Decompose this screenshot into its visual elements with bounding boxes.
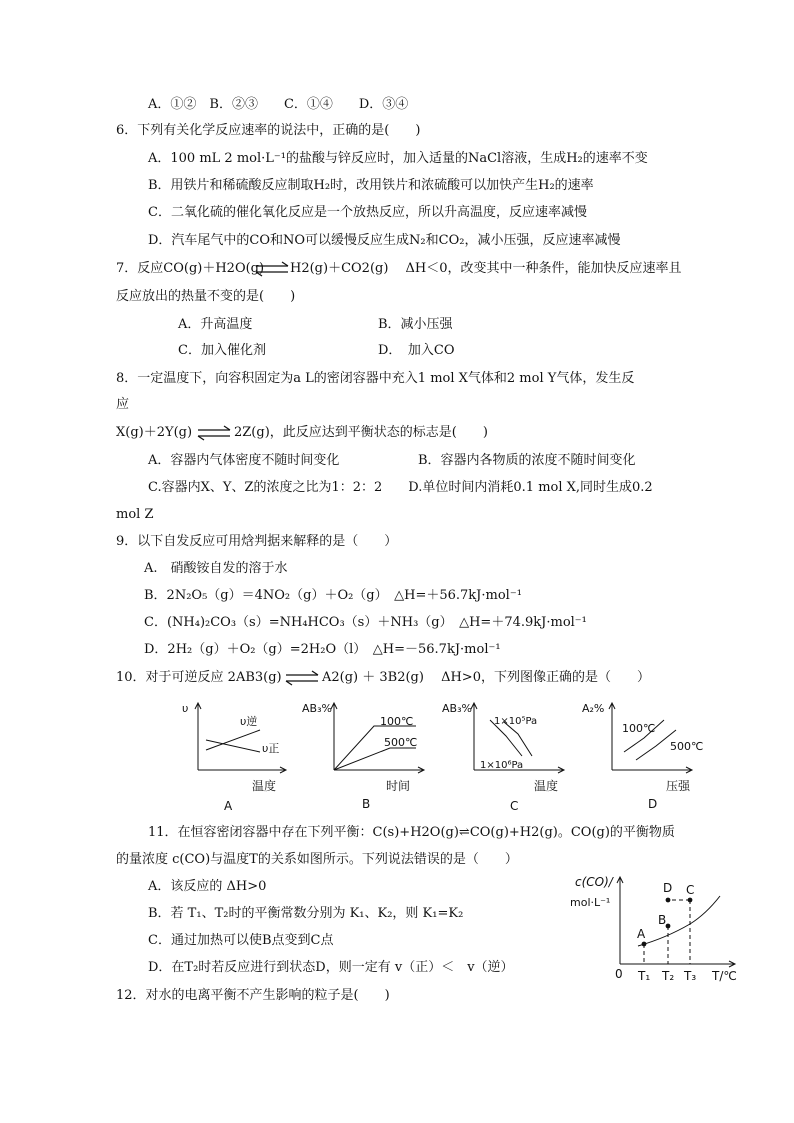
q6-option-b: B．用铁片和稀硫酸反应制取H₂时，改用铁片和浓硫酸可以加快产生H₂的速率 xyxy=(148,178,594,193)
point-b-label: B xyxy=(658,913,667,927)
q8-option-cd-cont: mol Z xyxy=(116,507,154,522)
label-1e5pa: 1×10⁵Pa xyxy=(494,716,538,727)
origin-label: 0 xyxy=(615,967,623,981)
q9-stem: 9．以下自发反应可用焓判据来解释的是（ ） xyxy=(116,534,398,549)
q11-option-a: A．该反应的 ΔH>0 xyxy=(148,879,267,894)
graph-tag: D xyxy=(648,797,658,811)
equilibrium-arrow-icon xyxy=(284,671,320,685)
q8-eq-pre: X(g)＋2Y(g) xyxy=(116,425,193,440)
t3-label: T₃ xyxy=(684,969,697,983)
t1-label: T₁ xyxy=(638,969,651,983)
q11-option-d: D．在T₂时若反应进行到状态D，则一定有 v（正）＜ v（逆） xyxy=(148,960,514,975)
curve-500c xyxy=(334,748,416,770)
q10-graph-c xyxy=(440,700,570,820)
q8-stem-2: 应 xyxy=(116,397,130,412)
q11-option-b: B．若 T₁、T₂时的平衡常数分别为 K₁、K₂，则 K₁=K₂ xyxy=(148,906,464,921)
q12-stem: 12．对水的电离平衡不产生影响的粒子是( ) xyxy=(116,988,390,1003)
graph-tag: B xyxy=(362,797,371,811)
q7-option-a: A．升高温度 xyxy=(178,317,253,332)
q7-option-c: C．加入催化剂 xyxy=(178,343,266,358)
y-axis-label: υ xyxy=(182,702,189,715)
y-axis-label: AB₃% xyxy=(302,702,332,715)
q7-option-d: D． 加入CO xyxy=(378,343,455,358)
label-100c: 100℃ xyxy=(622,722,656,735)
point-d-label: D xyxy=(663,881,673,895)
y-axis-label-1: c(CO)/ xyxy=(575,875,613,889)
q7-stem-pre: 7．反应CO(g)＋H2O(g) xyxy=(116,261,265,276)
q7-stem-2: 反应放出的热量不变的是( ) xyxy=(116,289,296,304)
x-axis-label: 压强 xyxy=(666,779,691,793)
v-forward-label: υ正 xyxy=(262,742,280,755)
q10-stem-pre: 10．对于可逆反应 2AB3(g) xyxy=(116,670,282,685)
q7-stem-post: H2(g)＋CO2(g) ΔH＜0，改变其中一种条件，能加快反应速率且 xyxy=(290,261,682,276)
q7-option-b: B．减小压强 xyxy=(378,317,453,332)
point-c-label: C xyxy=(686,883,695,897)
q9-option-c: C．(NH₄)₂CO₃（s）=NH₄HCO₃（s）＋NH₃（g） △H=＋74.9kJ·mol⁻¹ xyxy=(144,615,587,630)
q6-option-c: C．二氧化硫的催化氧化反应是一个放热反应，所以升高温度，反应速率减慢 xyxy=(148,205,587,220)
label-1e6pa: 1×10⁶Pa xyxy=(480,760,524,771)
x-axis-label: 温度 xyxy=(252,779,277,793)
equilibrium-arrow-icon xyxy=(254,262,290,276)
q8-option-b: B．容器内各物质的浓度不随时间变化 xyxy=(418,453,636,468)
q10-graph-b xyxy=(300,700,430,815)
label-500c: 500℃ xyxy=(670,740,704,753)
graph-tag: C xyxy=(510,799,519,813)
point-b xyxy=(666,924,671,929)
q11-option-c: C．通过加热可以使B点变到C点 xyxy=(148,933,334,948)
q10-stem-post: A2(g) ＋ 3B2(g) ΔH>0，下列图像正确的是（ ） xyxy=(322,670,650,685)
q9-option-d: D．2H₂（g）＋O₂（g）=2H₂O（l） △H=－56.7kJ·mol⁻¹ xyxy=(144,642,501,657)
q6-option-d: D．汽车尾气中的CO和NO可以缓慢反应生成N₂和CO₂，减小压强，反应速率减慢 xyxy=(148,233,621,248)
point-a-label: A xyxy=(637,927,646,941)
point-d xyxy=(666,898,671,903)
y-axis-label: AB₃% xyxy=(442,702,472,715)
q11-stem-1: 11．在恒容密闭容器中存在下列平衡：C(s)+H2O(g)⇌CO(g)+H2(g)。CO(g)的平衡物质 xyxy=(148,825,675,840)
q5-options: A．①② B．②③ C．①④ D．③④ xyxy=(148,97,409,112)
q10-graph-d xyxy=(580,700,704,815)
equilibrium-arrow-icon xyxy=(196,426,232,440)
graph-tag: A xyxy=(224,799,233,813)
y-axis-label-2: mol·L⁻¹ xyxy=(570,896,611,909)
q10-graph-a xyxy=(176,700,296,815)
x-axis-label: T/℃ xyxy=(712,969,737,983)
q8-option-a: A．容器内气体密度不随时间变化 xyxy=(148,453,340,468)
q6-stem: 6．下列有关化学反应速率的说法中，正确的是( ) xyxy=(116,123,421,138)
q9-option-b: B．2N₂O₅（g）＝4NO₂（g）＋O₂（g） △H=＋56.7kJ·mol⁻¹ xyxy=(144,588,522,603)
c-co-curve xyxy=(638,896,720,946)
label-100c: 100℃ xyxy=(380,715,414,728)
q8-stem-1: 8．一定温度下，向容积固定为a L的密闭容器中充入1 mol X气体和2 mol Y气体，发生反 xyxy=(116,371,635,386)
q8-eq-post: 2Z(g)，此反应达到平衡状态的标志是( ) xyxy=(234,425,488,440)
q11-graph xyxy=(570,872,750,984)
label-500c: 500℃ xyxy=(384,736,418,749)
point-c xyxy=(688,898,693,903)
v-reverse-line xyxy=(206,730,260,750)
q9-option-a: A. 硝酸铵自发的溶于水 xyxy=(144,561,288,576)
q6-option-a: A．100 mL 2 mol·L⁻¹的盐酸与锌反应时，加入适量的NaCl溶液，生成H₂的速率不变 xyxy=(148,151,648,166)
t2-label: T₂ xyxy=(662,969,675,983)
v-reverse-label: υ逆 xyxy=(240,715,258,728)
x-axis-label: 温度 xyxy=(534,779,559,793)
point-a xyxy=(642,942,647,947)
q11-stem-2: 的量浓度 c(CO)与温度T的关系如图所示。下列说法错误的是（ ） xyxy=(116,852,518,867)
v-forward-line xyxy=(206,740,260,752)
x-axis-label: 时间 xyxy=(386,779,411,793)
y-axis-label: A₂% xyxy=(582,702,605,715)
q8-option-cd: C.容器内X、Y、Z的浓度之比为1：2：2 D.单位时间内消耗0.1 mol X,同时生成0.2 xyxy=(148,480,653,495)
